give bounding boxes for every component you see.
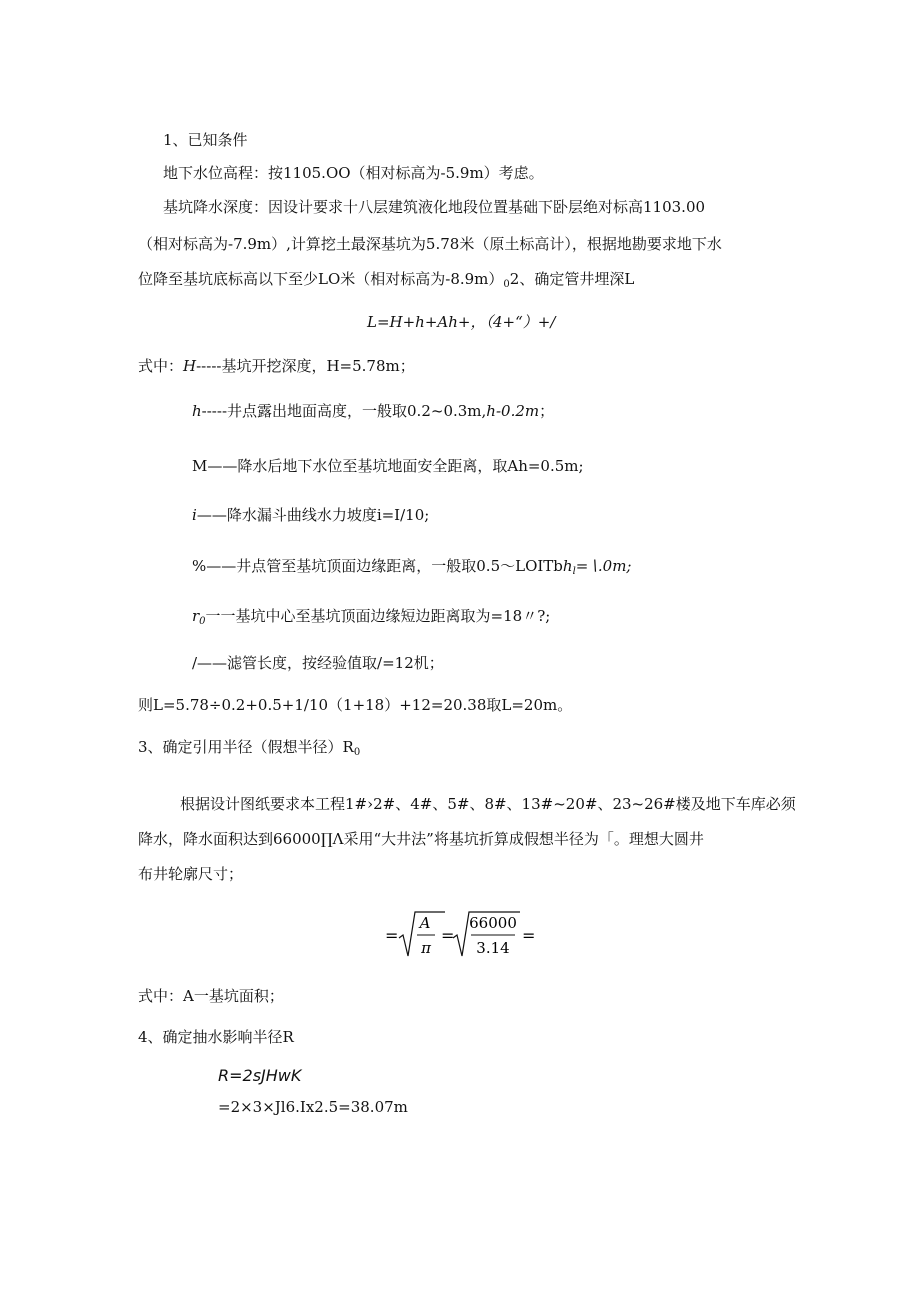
dewatering-depth-line-1: 基坑降水深度：因设计要求十八层建筑液化地段位置基础下卧层绝对标高1103.00 <box>163 198 706 216</box>
where-M-line: M——降水后地下水位至基坑地面安全距离，取Ah=0.5m; <box>192 457 584 475</box>
dewatering-depth-line-3: 位降至基坑底标高以下至少LO米（相对标高为$-8.9m)_02$、确定管井埋深L <box>138 270 635 290</box>
dewatering-depth-line-2: （相对标高为-7.9m）,计算挖土最深基坑为5.78米（原土标高计），根据地勘要求地下水 <box>138 235 722 253</box>
equals-sign-3: = <box>522 926 535 945</box>
groundwater-level-paragraph: 地下水位高程：按1105.OO（相对标高为-5.9m）考虑。 <box>163 164 544 182</box>
where-l-line: /——滤管长度，按经验值取/=12机； <box>192 654 444 672</box>
equals-sign-2: = <box>441 926 455 945</box>
where-H-line: 式中：H-----基坑开挖深度，H=5.78m； <box>138 357 415 375</box>
denominator-pi: π <box>421 939 431 957</box>
area-paragraph-line-2: 降水，降水面积达到66000∏Λ采用“大井法”将基坑折算成假想半径为「。理想大圆井 <box>138 830 704 848</box>
numerator-66000: 66000 <box>469 914 517 932</box>
area-paragraph-line-1: 根据设计图纸要求本工程1#›2#、4#、5#、8#、13#~20#、23~26#楼及地下车库必须 <box>180 795 796 813</box>
calc-L-line: 则L=5.78÷0.2+0.5+1/10（1+18）+12=20.38取L=20m。 <box>138 696 573 714</box>
where-h-line: h-----井点露出地面高度，一般取0.2~0.3m,h-0.2m； <box>192 402 555 420</box>
where-pct-line: %——井点管至基坑顶面边缘距离，一般取0.5～LOITbh$_l$=∖.0m; <box>192 557 632 577</box>
area-paragraph-line-3: 布井轮廓尺寸； <box>138 865 244 883</box>
equivalent-radius-formula <box>385 908 535 964</box>
denominator-3-14: 3.14 <box>476 939 510 957</box>
influence-radius-formula: R=2sJHwK <box>218 1066 302 1085</box>
pipe-well-depth-formula: L=H+h+Ah+，（4+“）+/ <box>367 313 556 331</box>
section-2-heading: 2、确定管井埋深L <box>509 270 635 288</box>
where-r0-line: $r_0$一一基坑中心至基坑顶面边缘短边距离取为=18〃?; <box>192 607 551 627</box>
section-4-heading: 4、确定抽水影响半径R <box>138 1028 294 1046</box>
influence-radius-calc: =2×3×Jl6.Ix2.5=38.07m <box>218 1098 408 1116</box>
where-A-line: 式中：A一基坑面积； <box>138 987 284 1005</box>
section-1-heading: 1、已知条件 <box>163 131 248 149</box>
section-3-heading: 3、确定引用半径（假想半径）$R_0$ <box>138 738 361 758</box>
numerator-A: A <box>419 914 431 932</box>
equals-sign-1: = <box>385 926 399 945</box>
where-i-line: i——降水漏斗曲线水力坡度i=I∕10; <box>192 506 430 524</box>
